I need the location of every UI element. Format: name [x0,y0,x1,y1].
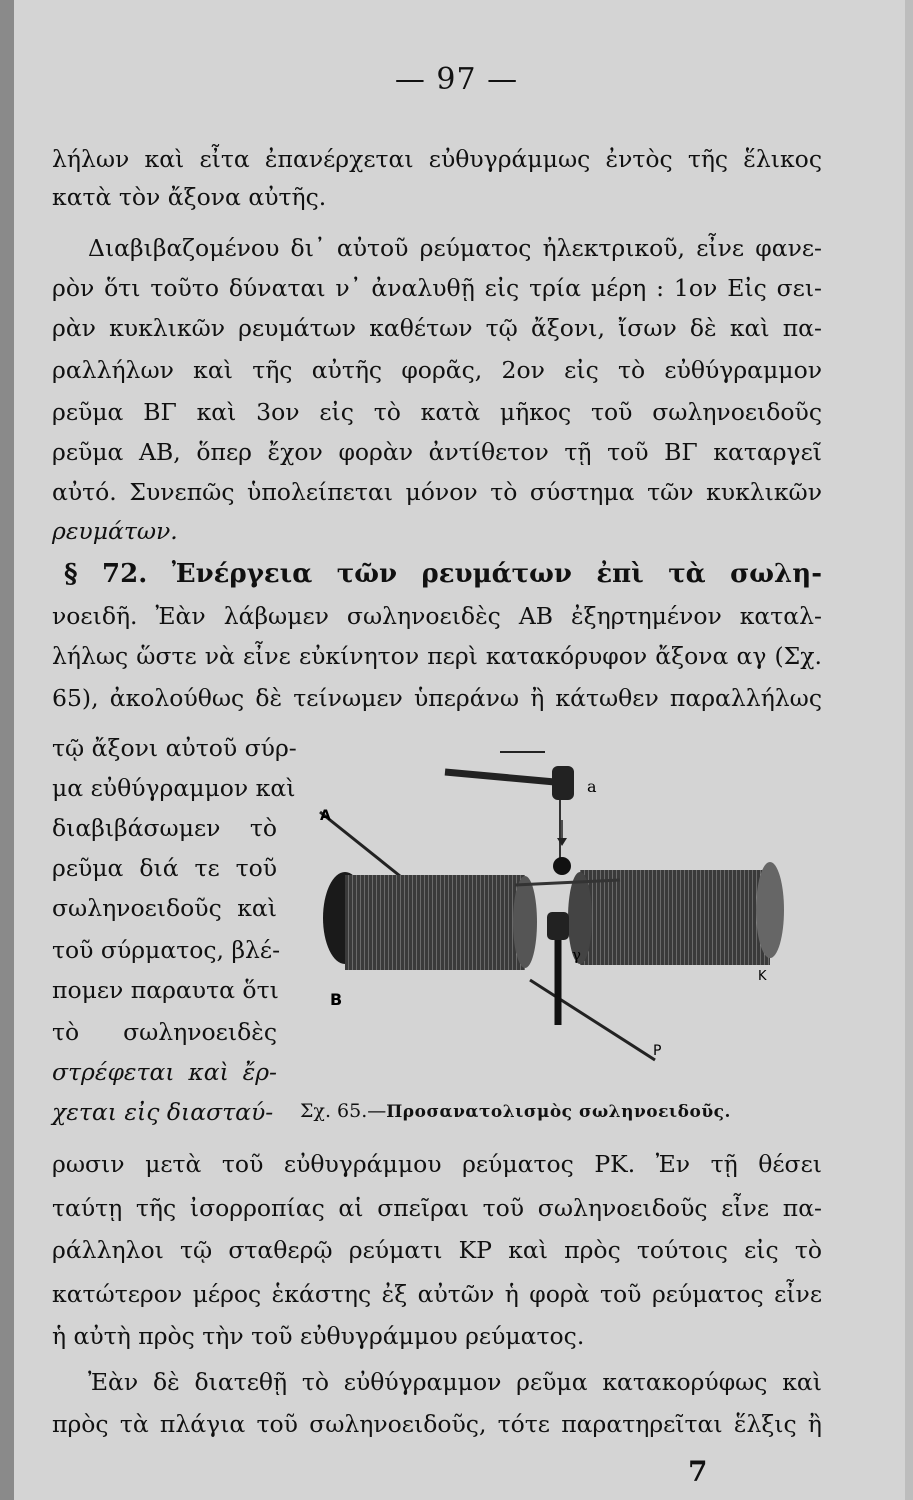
text-line: πρὸς τὰ πλάγια τοῦ σωληνοειδοῦς, τότε παρατηρεῖται ἕλξις ἢ [52,1410,822,1438]
label-a-top: A [320,808,331,824]
text-line: σωληνοειδοῦς καὶ [52,894,277,922]
text-line: τῷ ἄξονι αὐτοῦ σύρ- [52,734,297,762]
text-line: κατώτερον μέρος ἑκάστης ἐξ αὐτῶν ἡ φορὰ τοῦ ρεύματος εἶνε [52,1280,822,1308]
label-k: K [758,969,767,984]
text-line: τὸ σωληνοειδὲς [52,1018,277,1046]
text-line: Ἐὰν δὲ διατεθῇ τὸ εὐθύγραμμον ρεῦμα κατακορύφως καὶ [88,1368,822,1396]
signature-mark: 7 [688,1455,708,1488]
text-line: 65), ἀκολούθως δὲ τείνωμεν ὑπεράνω ἢ κάτωθεν παραλλήλως [52,684,822,712]
text-line: διαβιβάσωμεν τὸ [52,814,277,842]
text-line: ρωσιν μετὰ τοῦ εὐθυγράμμου ρεύματος ΡΚ. Ἐν τῇ θέσει [52,1150,822,1178]
label-p: P [653,1043,662,1059]
text-line: ρευμάτων. [52,517,178,545]
text-line: μα εὐθύγραμμον καὶ [52,774,296,802]
text-line: νοειδῆ. Ἐὰν λάβωμεν σωληνοειδὲς ΑΒ ἐξηρτημένον καταλ- [52,602,822,630]
page-edge-right [905,0,913,1500]
text-line: ρεῦμα ΒΓ καὶ 3ον εἰς τὸ κατὰ μῆκος τοῦ σωληνοειδοῦς [52,398,822,426]
caption-prefix: Σχ. 65.— [300,1100,387,1122]
text-line: ταύτῃ τῆς ἰσορροπίας αἱ σπεῖραι τοῦ σωληνοειδοῦς εἶνε πα- [52,1194,822,1222]
page-number: — 97 — [394,62,519,97]
text-line: ραλλήλων καὶ τῆς αὐτῆς φορᾶς, 2ον εἰς τὸ εὐθύγραμμον [52,356,822,384]
text-line: λήλως ὥστε νὰ εἶνε εὐκίνητον περὶ κατακόρυφον ἄξονα αγ (Σχ. [52,642,822,670]
text-line: τοῦ σύρματος, βλέ- [52,936,281,964]
text-line: ράλληλοι τῷ σταθερῷ ρεύματι ΚΡ καὶ πρὸς τούτοις εἰς τὸ [52,1236,822,1264]
label-b: B [330,990,343,1009]
caption-title: Προσανατολισμὸς σωληνοειδοῦς. [386,1102,731,1122]
figure-caption [300,1100,820,1122]
section-heading: § 72. Ἐνέργεια τῶν ρευμάτων ἐπὶ τὰ σωλη- [64,559,822,589]
suspension-handle [445,766,574,862]
solenoid-figure [300,740,830,1100]
text-line: λήλων καὶ εἶτα ἐπανέρχεται εὐθυγράμμως ἐντὸς τῆς ἕλικος [52,145,822,173]
text-line: κατὰ τὸν ἄξονα αὐτῆς. [52,183,327,211]
text-line: χεται εἰς διασταύ- [52,1098,274,1126]
text-line: ρεῦμα διά τε τοῦ [52,854,277,882]
right-coil [568,862,784,965]
text-line: αὐτό. Συνεπῶς ὑπολείπεται μόνον τὸ σύστημα τῶν κυκλικῶν [52,478,822,506]
label-a: a [587,777,597,796]
text-line: ρεῦμα ΑΒ, ὅπερ ἔχον φορὰν ἀντίθετον τῇ τοῦ ΒΓ καταργεῖ [52,438,822,466]
text-line: πομεν παραυτα ὅτι [52,976,279,1004]
text-line: στρέφεται καὶ ἔρ- [52,1058,277,1086]
text-line: ρὸν ὅτι τοῦτο δύναται ν᾽ ἀναλυθῇ εἰς τρία μέρη : 1ον Εἰς σει- [52,274,822,302]
page-shadow-left [0,0,14,1500]
left-coil [323,872,537,970]
text-line: Διαβιβαζομένου δι᾽ αὐτοῦ ρεύματος ἠλεκτρικοῦ, εἶνε φανε- [88,234,822,262]
text-line: ἡ αὐτὴ πρὸς τὴν τοῦ εὐθυγράμμου ρεύματος. [52,1322,585,1350]
text-line: ρὰν κυκλικῶν ρευμάτων καθέτων τῷ ἄξονι, ἴσων δὲ καὶ πα- [52,314,822,342]
label-gamma: γ [572,946,581,964]
